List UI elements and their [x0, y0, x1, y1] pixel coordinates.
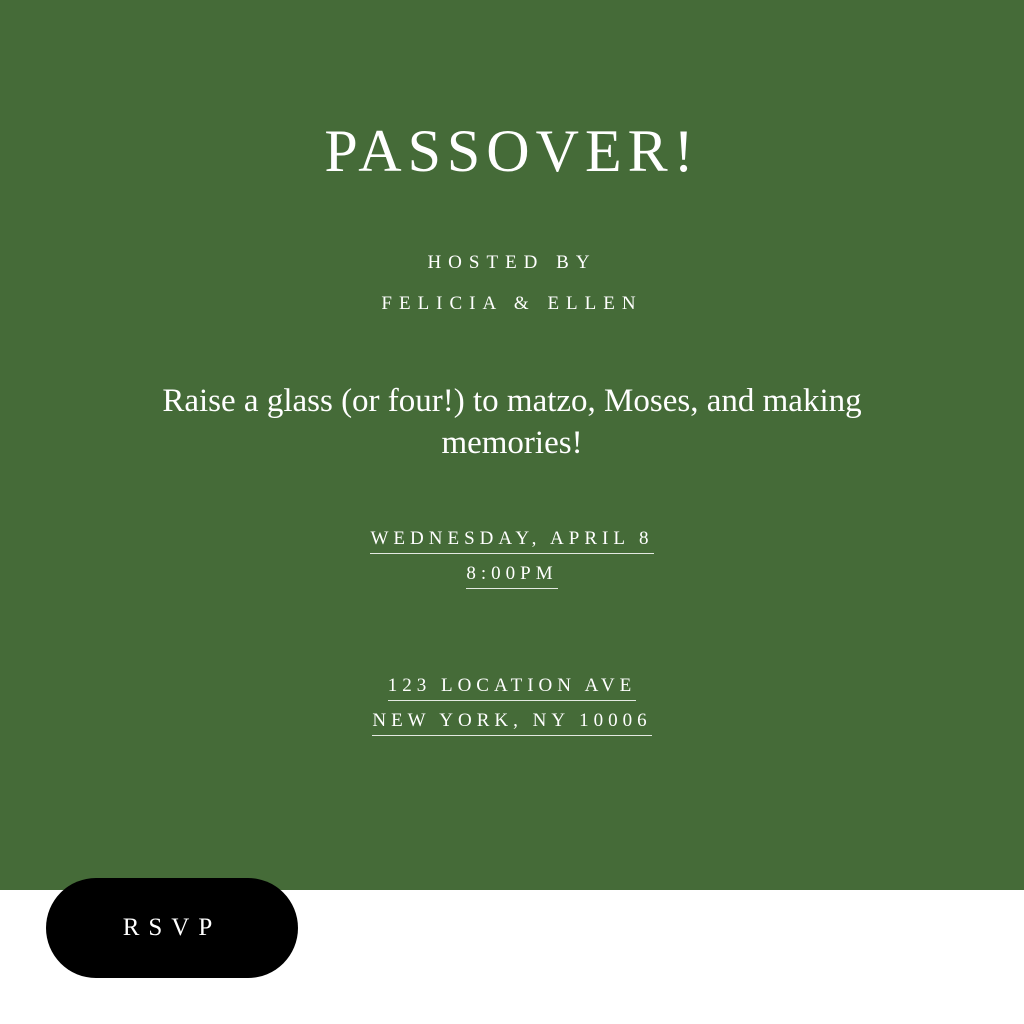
page-title: PASSOVER!: [324, 118, 700, 184]
host-names: FELICIA & ELLEN: [381, 293, 643, 314]
event-address: [0, 675, 1024, 745]
hosted-by-label: HOSTED BY: [427, 252, 597, 273]
event-time: 8:00PM: [466, 563, 557, 589]
invitation-message: Raise a glass (or four!) to matzo, Moses, and making memories!: [162, 383, 862, 462]
event-date: WEDNESDAY, APRIL 8: [370, 528, 653, 554]
address-line-2: NEW YORK, NY 10006: [372, 710, 651, 736]
rsvp-button[interactable]: RSVP: [46, 878, 298, 978]
event-datetime: [0, 528, 1024, 598]
address-line-1: 123 LOCATION AVE: [388, 675, 637, 701]
